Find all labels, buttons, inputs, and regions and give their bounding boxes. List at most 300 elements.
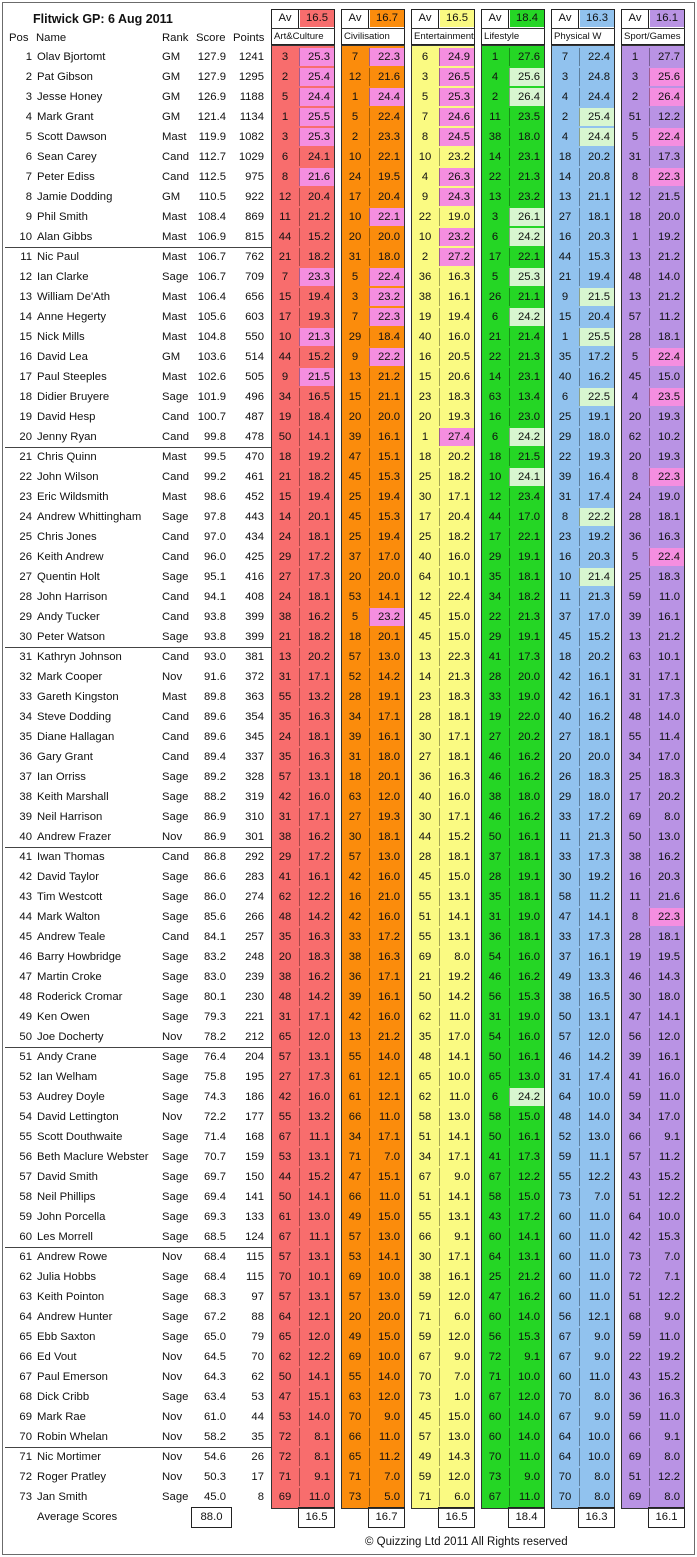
category-rank: 15 [418, 371, 432, 383]
category-score: 15.0 [509, 1108, 544, 1126]
category-rank: 64 [488, 1251, 502, 1263]
category-rank: 30 [628, 991, 642, 1003]
category-rank: 24 [278, 731, 292, 743]
category-rank: 18 [418, 451, 432, 463]
row-rank: Cand [162, 151, 190, 163]
category-score: 15.2 [299, 1168, 334, 1186]
category-score: 21.2 [649, 288, 684, 306]
row-pos: 6 [25, 151, 32, 163]
category-score: 23.5 [649, 388, 684, 406]
footer-category-average: 16.7 [368, 1507, 405, 1528]
category-rank: 16 [628, 871, 642, 883]
category-score: 20.2 [579, 648, 614, 666]
row-points: 869 [245, 211, 264, 223]
category-score: 11.2 [649, 308, 684, 326]
category-score: 10.0 [509, 1368, 544, 1386]
category-score: 19.2 [299, 448, 334, 466]
category-rank: 48 [278, 911, 292, 923]
row-points: 381 [245, 651, 264, 663]
category-rank: 50 [278, 1371, 292, 1383]
category-rank: 44 [278, 231, 292, 243]
category-score: 16.0 [369, 868, 404, 886]
row-points: 603 [245, 311, 264, 323]
row-pos: 41 [19, 851, 32, 863]
category-rank: 56 [628, 1031, 642, 1043]
category-score: 21.6 [369, 68, 404, 86]
category-rank: 50 [278, 431, 292, 443]
category-score: 12.1 [369, 1068, 404, 1086]
category-score: 16.3 [649, 528, 684, 546]
category-rank: 52 [348, 671, 362, 683]
category-rank: 42 [558, 691, 572, 703]
category-score: 14.1 [439, 1188, 474, 1206]
category-score: 25.3 [509, 268, 544, 286]
row-pos: 3 [25, 91, 32, 103]
category-rank: 18 [558, 151, 572, 163]
category-score: 20.0 [369, 408, 404, 426]
category-rank: 64 [558, 1431, 572, 1443]
category-score: 15.2 [649, 1368, 684, 1386]
category-rank: 69 [348, 1271, 362, 1283]
category-rank: 48 [628, 711, 642, 723]
category-rank: 57 [348, 851, 362, 863]
row-points: 212 [245, 1031, 264, 1043]
category-score: 19.0 [649, 488, 684, 506]
category-score: 23.1 [509, 368, 544, 386]
category-rank: 69 [628, 811, 642, 823]
category-score: 15.2 [649, 1168, 684, 1186]
row-rank: Sage [162, 1211, 189, 1223]
category-score: 25.4 [579, 108, 614, 126]
category-rank: 41 [488, 651, 502, 663]
category-rank: 59 [628, 591, 642, 603]
category-rank: 18 [488, 451, 502, 463]
row-name: Nick Mills [37, 331, 85, 343]
category-score: 20.0 [509, 668, 544, 686]
category-rank: 3 [281, 51, 289, 63]
row-points: 399 [245, 631, 264, 643]
row-name: Julia Hobbs [37, 1271, 97, 1283]
category-rank: 42 [558, 671, 572, 683]
category-score: 21.3 [579, 588, 614, 606]
row-points: 44 [251, 1411, 264, 1423]
category-rank: 71 [348, 1151, 362, 1163]
row-name: Chris Quinn [37, 451, 97, 463]
category-score: 15.0 [439, 868, 474, 886]
category-score: 22.3 [649, 908, 684, 926]
category-rank: 31 [278, 1011, 292, 1023]
category-rank: 57 [348, 1291, 362, 1303]
category-rank: 25 [558, 411, 572, 423]
category-rank: 35 [488, 891, 502, 903]
category-rank: 26 [558, 771, 572, 783]
category-rank: 40 [418, 551, 432, 563]
category-rank: 1 [631, 231, 639, 243]
category-rank: 5 [351, 611, 359, 623]
row-points: 1134 [239, 111, 264, 123]
category-rank: 48 [628, 271, 642, 283]
category-rank: 67 [488, 1491, 502, 1503]
row-points: 975 [245, 171, 264, 183]
row-points: 496 [245, 391, 264, 403]
row-pos: 72 [19, 1471, 32, 1483]
category-score: 21.3 [509, 348, 544, 366]
row-rank: GM [162, 71, 181, 83]
category-score: 11.2 [649, 1148, 684, 1166]
category-score: 12.1 [369, 1088, 404, 1106]
row-pos: 59 [19, 1211, 32, 1223]
category-score: 20.0 [649, 208, 684, 226]
row-name: Phil Smith [37, 211, 88, 223]
row-pos: 10 [19, 231, 32, 243]
row-name: Andrew Hunter [37, 1311, 113, 1323]
category-rank: 8 [281, 171, 289, 183]
category-rank: 46 [488, 971, 502, 983]
category-score: 16.0 [439, 548, 474, 566]
category-rank: 23 [418, 691, 432, 703]
category-score: 11.0 [649, 588, 684, 606]
row-points: 922 [245, 191, 264, 203]
category-score: 24.6 [439, 108, 474, 126]
page-title: Flitwick GP: 6 Aug 2011 [33, 12, 173, 26]
category-rank: 39 [348, 731, 362, 743]
category-rank: 47 [348, 451, 362, 463]
row-name: Robin Whelan [37, 1431, 108, 1443]
row-rank: Sage [162, 1091, 189, 1103]
category-score: 12.0 [299, 1028, 334, 1046]
category-rank: 16 [558, 551, 572, 563]
row-points: 239 [245, 971, 264, 983]
category-rank: 48 [418, 1051, 432, 1063]
row-rank: GM [162, 91, 181, 103]
category-rank: 39 [628, 611, 642, 623]
category-rank: 59 [418, 1471, 432, 1483]
row-pos: 67 [19, 1371, 32, 1383]
category-rank: 38 [418, 1271, 432, 1283]
row-score: 97.8 [204, 511, 226, 523]
category-rank: 55 [628, 731, 642, 743]
category-rank: 60 [558, 1291, 572, 1303]
category-rank: 69 [628, 1451, 642, 1463]
row-pos: 26 [19, 551, 32, 563]
category-score: 17.0 [509, 508, 544, 526]
footer-overall-average: 88.0 [191, 1507, 232, 1528]
category-rank: 1 [281, 111, 289, 123]
row-score: 89.6 [204, 711, 226, 723]
category-rank: 16 [558, 231, 572, 243]
category-score: 12.2 [299, 888, 334, 906]
row-pos: 7 [25, 171, 32, 183]
category-rank: 3 [421, 71, 429, 83]
category-rank: 57 [278, 771, 292, 783]
category-rank: 22 [488, 171, 502, 183]
category-rank: 44 [488, 511, 502, 523]
category-rank: 17 [348, 191, 362, 203]
row-rank: Mast [162, 311, 187, 323]
row-pos: 19 [19, 411, 32, 423]
category-rank: 9 [281, 371, 289, 383]
category-rank: 7 [351, 311, 359, 323]
category-score: 21.3 [439, 668, 474, 686]
row-points: 159 [245, 1151, 264, 1163]
row-points: 443 [245, 511, 264, 523]
category-rank: 70 [558, 1471, 572, 1483]
category-rank: 18 [348, 631, 362, 643]
row-pos: 5 [25, 131, 32, 143]
category-score: 15.0 [649, 368, 684, 386]
category-rank: 46 [488, 811, 502, 823]
category-rank: 47 [558, 911, 572, 923]
category-score: 16.1 [369, 988, 404, 1006]
row-pos: 51 [19, 1051, 32, 1063]
category-rank: 24 [278, 531, 292, 543]
category-rank: 62 [418, 1011, 432, 1023]
row-rank: Mast [162, 291, 187, 303]
category-rank: 58 [488, 1111, 502, 1123]
category-score: 23.5 [509, 108, 544, 126]
category-score: 20.2 [649, 788, 684, 806]
row-rank: Sage [162, 791, 189, 803]
category-score: 16.2 [509, 808, 544, 826]
category-score: 16.3 [439, 268, 474, 286]
category-rank: 47 [628, 1011, 642, 1023]
category-score: 8.0 [649, 808, 684, 826]
row-name: Alan Gibbs [37, 231, 93, 243]
category-score: 16.2 [509, 1288, 544, 1306]
category-score: 17.1 [439, 1248, 474, 1266]
category-rank: 38 [278, 831, 292, 843]
row-points: 257 [245, 931, 264, 943]
row-rank: GM [162, 191, 181, 203]
category-score: 23.3 [369, 128, 404, 146]
category-rank: 71 [488, 1371, 502, 1383]
row-rank: Sage [162, 991, 189, 1003]
category-score: 16.0 [509, 948, 544, 966]
category-rank: 47 [278, 1391, 292, 1403]
category-score: 15.2 [439, 828, 474, 846]
category-score: 16.3 [299, 748, 334, 766]
category-rank: 25 [348, 491, 362, 503]
category-rank: 41 [278, 871, 292, 883]
category-rank: 1 [491, 51, 499, 63]
category-rank: 37 [558, 611, 572, 623]
category-rank: 24 [348, 171, 362, 183]
category-rank: 31 [488, 1011, 502, 1023]
row-pos: 70 [19, 1431, 32, 1443]
row-score: 102.6 [197, 371, 226, 383]
category-score: 18.0 [579, 788, 614, 806]
row-name: Diane Hallagan [37, 731, 115, 743]
category-rank: 23 [418, 391, 432, 403]
row-rank: Nov [162, 1031, 183, 1043]
category-rank: 50 [558, 1011, 572, 1023]
row-points: 354 [245, 711, 264, 723]
category-score: 18.1 [649, 508, 684, 526]
category-score: 12.0 [369, 788, 404, 806]
category-score: 14.1 [299, 1368, 334, 1386]
row-rank: Nov [162, 1251, 183, 1263]
category-score: 18.1 [299, 528, 334, 546]
category-rank: 66 [628, 1431, 642, 1443]
category-rank: 63 [628, 651, 642, 663]
category-score: 15.0 [439, 628, 474, 646]
category-rank: 24 [278, 591, 292, 603]
row-pos: 36 [19, 751, 32, 763]
category-score: 16.2 [579, 368, 614, 386]
category-rank: 10 [278, 331, 292, 343]
category-score: 18.2 [509, 588, 544, 606]
category-score: 20.2 [439, 448, 474, 466]
row-rank: Cand [162, 931, 190, 943]
category-score: 10.0 [579, 1088, 614, 1106]
row-pos: 33 [19, 691, 32, 703]
row-name: Peter Ediss [37, 171, 95, 183]
category-rank: 67 [558, 1331, 572, 1343]
category-score: 12.0 [509, 1388, 544, 1406]
category-rank: 36 [348, 971, 362, 983]
category-rank: 17 [278, 311, 292, 323]
row-rank: Sage [162, 511, 189, 523]
category-rank: 45 [348, 511, 362, 523]
category-score: 19.3 [439, 408, 474, 426]
row-points: 337 [245, 751, 264, 763]
row-points: 124 [245, 1231, 264, 1243]
category-score: 17.1 [299, 668, 334, 686]
category-rank: 51 [418, 1191, 432, 1203]
category-rank: 50 [488, 1051, 502, 1063]
row-points: 115 [245, 1251, 264, 1263]
category-rank: 14 [278, 511, 292, 523]
category-score: 16.2 [509, 748, 544, 766]
category-score: 10.0 [579, 1428, 614, 1446]
row-rank: Cand [162, 651, 190, 663]
row-score: 68.5 [204, 1231, 226, 1243]
category-rank: 60 [488, 1311, 502, 1323]
category-rank: 57 [278, 1251, 292, 1263]
category-score: 9.0 [649, 1308, 684, 1326]
category-score: 9.0 [579, 1328, 614, 1346]
category-rank: 25 [418, 531, 432, 543]
category-score: 15.3 [369, 508, 404, 526]
row-score: 106.7 [197, 271, 226, 283]
row-score: 63.4 [204, 1391, 226, 1403]
category-score: 11.0 [579, 1228, 614, 1246]
category-rank: 50 [488, 831, 502, 843]
category-score: 21.5 [579, 288, 614, 306]
category-score: 13.2 [299, 688, 334, 706]
row-score: 45.0 [204, 1491, 226, 1503]
row-rank: Cand [162, 171, 190, 183]
category-score: 11.1 [299, 1128, 334, 1146]
row-pos: 45 [19, 931, 32, 943]
row-name: John Harrison [37, 591, 108, 603]
category-score: 11.0 [369, 1188, 404, 1206]
category-score: 16.2 [299, 608, 334, 626]
category-score: 13.1 [299, 1148, 334, 1166]
row-rank: Nov [162, 1451, 183, 1463]
category-score: 25.6 [649, 68, 684, 86]
category-average: 16.5 [300, 10, 334, 27]
category-score: 9.0 [579, 1348, 614, 1366]
row-rank: Sage [162, 571, 189, 583]
category-score: 15.0 [509, 1188, 544, 1206]
category-rank: 57 [418, 1431, 432, 1443]
row-rank: Sage [162, 1391, 189, 1403]
row-points: 550 [245, 331, 264, 343]
category-rank: 58 [558, 891, 572, 903]
category-score: 22.2 [579, 508, 614, 526]
category-rank: 60 [488, 1431, 502, 1443]
row-points: 168 [245, 1131, 264, 1143]
category-score: 16.5 [299, 388, 334, 406]
category-average: 16.5 [440, 10, 474, 27]
category-score: 15.1 [369, 448, 404, 466]
category-score: 12.0 [369, 1388, 404, 1406]
row-rank: Nov [162, 1431, 183, 1443]
category-rank: 14 [418, 671, 432, 683]
category-rank: 70 [418, 1371, 432, 1383]
category-rank: 35 [278, 931, 292, 943]
row-points: 70 [251, 1351, 264, 1363]
row-points: 345 [245, 731, 264, 743]
category-rank: 57 [278, 1051, 292, 1063]
category-rank: 72 [278, 1431, 292, 1443]
category-score: 25.3 [299, 48, 334, 66]
row-pos: 48 [19, 991, 32, 1003]
category-rank: 8 [561, 511, 569, 523]
category-score: 15.0 [369, 1328, 404, 1346]
row-points: 26 [251, 1451, 264, 1463]
category-rank: 39 [628, 1051, 642, 1063]
category-score: 14.0 [509, 1408, 544, 1426]
category-rank: 70 [278, 1271, 292, 1283]
category-score: 19.0 [509, 1008, 544, 1026]
category-score: 22.3 [369, 48, 404, 66]
category-score: 19.5 [649, 948, 684, 966]
category-rank: 2 [421, 251, 429, 263]
category-score: 19.1 [579, 408, 614, 426]
category-score: 8.1 [299, 1428, 334, 1446]
row-name: Andy Tucker [37, 611, 100, 623]
category-score: 21.1 [509, 288, 544, 306]
row-rank: Mast [162, 371, 187, 383]
category-average: 18.4 [510, 10, 544, 27]
category-rank: 31 [488, 911, 502, 923]
row-score: 70.7 [204, 1151, 226, 1163]
category-score: 18.1 [369, 828, 404, 846]
category-score: 23.2 [439, 228, 474, 246]
row-points: 1188 [239, 91, 264, 103]
category-score: 18.1 [439, 708, 474, 726]
category-score: 17.1 [369, 1128, 404, 1146]
category-score: 13.0 [369, 848, 404, 866]
row-name: Quentin Holt [37, 571, 100, 583]
category-score: 5.0 [369, 1488, 404, 1506]
row-score: 69.7 [204, 1171, 226, 1183]
category-score: 22.4 [369, 268, 404, 286]
category-rank: 35 [278, 751, 292, 763]
category-rank: 34 [488, 591, 502, 603]
category-score: 21.2 [299, 208, 334, 226]
category-rank: 37 [348, 551, 362, 563]
category-score: 20.4 [579, 308, 614, 326]
category-score: 12.2 [649, 108, 684, 126]
category-rank: 34 [348, 1131, 362, 1143]
row-pos: 56 [19, 1151, 32, 1163]
row-rank: Cand [162, 471, 190, 483]
row-pos: 11 [20, 251, 32, 263]
category-rank: 38 [278, 971, 292, 983]
